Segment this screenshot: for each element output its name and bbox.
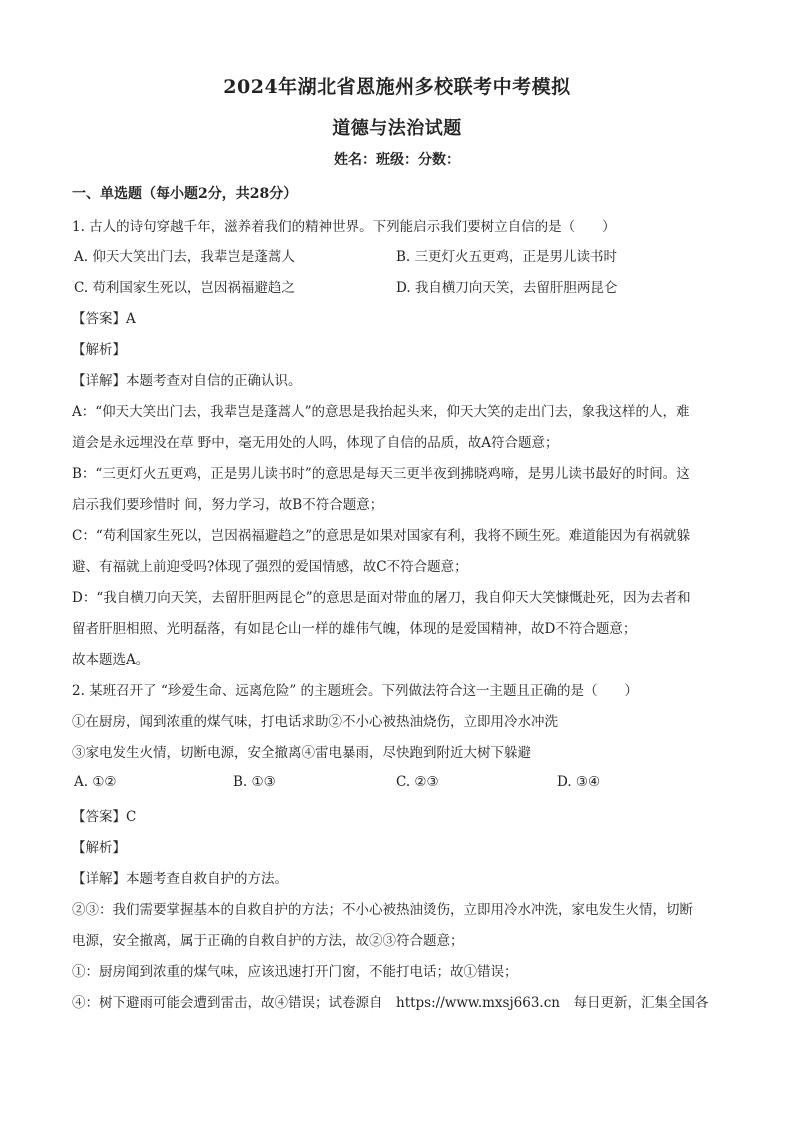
q2-option-b: B. ①③ [233,774,276,790]
q1-answer: 【答案】A [72,311,136,327]
q2-option-a: A. ①② [74,774,117,790]
exam-title: 2024年湖北省恩施州多校联考中考模拟 [223,76,571,98]
q1-explain-b-2: 启示我们要珍惜时 间，努力学习，故B不符合题意； [72,497,384,513]
student-info: 姓名：班级：分数： [334,152,460,168]
q2-answer: 【答案】C [72,809,137,825]
q1-option-a: A. 仰天大笑出门去，我辈岂是蓬蒿人 [74,249,295,265]
q1-explain-d-2: 留者肝胆相照、光明磊落，有如昆仑山一样的雄伟气魄，体现的是爱国精神，故D不符合题意； [72,621,637,637]
q2-analysis-label: 【解析】 [72,840,126,856]
q2-items-3-4: ③家电发生火情，切断电源，安全撤离④雷电暴雨，尽快跑到附近大树下躲避 [72,745,531,761]
q2-items-1-2: ①在厨房，闻到浓重的煤气味，打电话求助②不小心被热油烧伤，立即用冷水冲洗 [72,714,558,730]
q2-option-d: D. ③④ [557,774,601,790]
q2-explain-1: ②③：我们需要掌握基本的自救自护的方法；不小心被热油烫伤，立即用冷水冲洗，家电发生火情，切断 [72,902,693,918]
q2-option-c: C. ②③ [396,774,439,790]
q1-conclusion: 故本题选A。 [72,652,150,668]
q1-option-c: C. 苟利国家生死以，岂因祸福避趋之 [74,280,295,296]
q2-explain-2: 电源，安全撤离，属于正确的自救自护的方法，故②③符合题意； [72,933,464,949]
q1-explain-a-1: A：“仰天大笑出门去，我辈岂是蓬蒿人”的意思是我抬起头来，仰天大笑的走出门去，象我这样的人，难 [72,404,690,420]
q2-explain-3: ①：厨房闻到浓重的煤气味，应该迅速打开门窗，不能打电话；故①错误； [72,964,518,980]
q1-analysis-label: 【解析】 [72,342,126,358]
exam-subtitle: 道德与法治试题 [332,118,462,139]
q1-explain-c-1: C：“苟利国家生死以，岂因祸福避趋之”的意思是如果对国家有利，我将不顾生死。难道能因为有祸就躲 [72,528,691,544]
q2-detail: 【详解】本题考查自救自护的方法。 [72,871,288,887]
q1-option-b: B. 三更灯火五更鸡，正是男儿读书时 [396,249,618,265]
q1-explain-d-1: D：“我自横刀向天笑，去留肝胆两昆仑”的意思是面对带血的屠刀，我自仰天大笑慷慨赴死，因为去者和 [72,590,691,606]
q2-explain-4: ④：树下避雨可能会遭到雷击，故④错误；试卷源自 https://www.mxsj663.cn 每日更新，汇集全国各 [72,995,709,1011]
q1-detail: 【详解】本题考查对自信的正确认识。 [72,373,302,389]
section-heading: 一、单选题（每小题2分，共28分） [72,186,298,202]
q2-stem: 2. 某班召开了 “珍爱生命、远离危险” 的主题班会。下列做法符合这一主题且正确的是（ ） [72,683,639,699]
q1-explain-a-2: 道会是永远埋没在草 野中，毫无用处的人吗，体现了自信的品质，故A符合题意； [72,435,559,451]
q1-stem: 1. 古人的诗句穿越千年，滋养着我们的精神世界。下列能启示我们要树立自信的是（ ） [72,219,616,235]
q1-explain-c-2: 避、有福就上前迎受吗?体现了强烈的爱国情感，故C不符合题意； [72,559,468,575]
q1-option-d: D. 我自横刀向天笑，去留肝胆两昆仑 [396,280,618,296]
q1-explain-b-1: B：“三更灯火五更鸡，正是男儿读书时”的意思是每天三更半夜到拂晓鸡啼，是男儿读书最好的时间。这 [72,466,690,482]
